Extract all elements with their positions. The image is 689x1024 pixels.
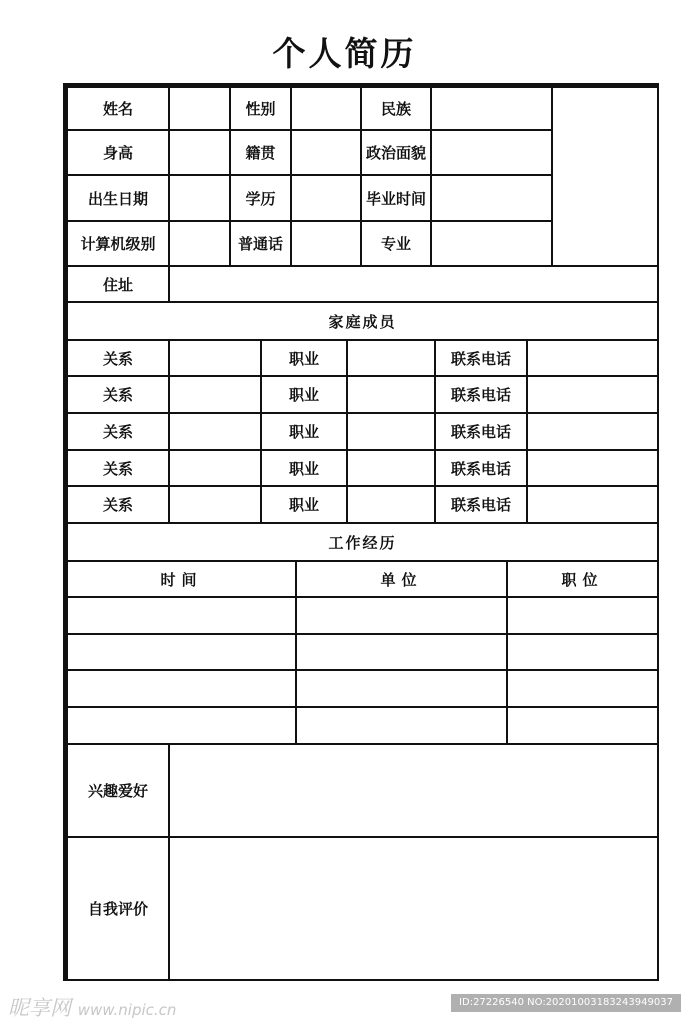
work-column-position: 职位 (506, 560, 659, 598)
family-phone-label: 联系电话 (434, 449, 528, 487)
family-relation-value[interactable] (168, 339, 262, 377)
native-place-value[interactable] (290, 129, 362, 176)
name-label: 姓名 (66, 86, 170, 131)
family-phone-value[interactable] (526, 412, 659, 451)
ethnicity-label: 民族 (360, 86, 432, 131)
work-position-cell[interactable] (506, 596, 659, 635)
birth-date-value[interactable] (168, 174, 231, 222)
watermark-brand (8, 992, 176, 1022)
family-relation-value[interactable] (168, 412, 262, 451)
work-time-cell[interactable] (66, 633, 297, 671)
watermark-brand-text: 昵享网 (8, 996, 71, 1020)
gender-label: 性别 (229, 86, 292, 131)
computer-level-label: 计算机级别 (66, 220, 170, 267)
family-phone-label: 联系电话 (434, 412, 528, 451)
work-company-cell[interactable] (295, 633, 508, 671)
family-phone-value[interactable] (526, 485, 659, 524)
work-position-cell[interactable] (506, 706, 659, 745)
family-relation-value[interactable] (168, 485, 262, 524)
work-position-cell[interactable] (506, 633, 659, 671)
political-status-label: 政治面貌 (360, 129, 432, 176)
native-place-label: 籍贯 (229, 129, 292, 176)
family-phone-label: 联系电话 (434, 339, 528, 377)
family-phone-value[interactable] (526, 375, 659, 414)
family-relation-label: 关系 (66, 485, 170, 524)
family-phone-value[interactable] (526, 449, 659, 487)
family-relation-label: 关系 (66, 449, 170, 487)
family-occupation-label: 职业 (260, 485, 348, 524)
family-phone-label: 联系电话 (434, 375, 528, 414)
graduation-time-label: 毕业时间 (360, 174, 432, 222)
family-occupation-label: 职业 (260, 375, 348, 414)
family-occupation-label: 职业 (260, 412, 348, 451)
family-occupation-label: 职业 (260, 449, 348, 487)
self-evaluation-value[interactable] (168, 836, 659, 981)
hobbies-value[interactable] (168, 743, 659, 838)
work-time-cell[interactable] (66, 669, 297, 708)
address-label: 住址 (66, 265, 170, 303)
family-occupation-value[interactable] (346, 339, 436, 377)
watermark-site: www.nipic.cn (77, 1001, 177, 1019)
work-time-cell[interactable] (66, 706, 297, 745)
family-relation-label: 关系 (66, 375, 170, 414)
major-label: 专业 (360, 220, 432, 267)
birth-date-label: 出生日期 (66, 174, 170, 222)
graduation-time-value[interactable] (430, 174, 553, 222)
education-label: 学历 (229, 174, 292, 222)
ethnicity-value[interactable] (430, 86, 553, 131)
work-column-time: 时间 (66, 560, 297, 598)
family-relation-value[interactable] (168, 375, 262, 414)
address-value[interactable] (168, 265, 659, 303)
work-company-cell[interactable] (295, 706, 508, 745)
family-phone-label: 联系电话 (434, 485, 528, 524)
political-status-value[interactable] (430, 129, 553, 176)
photo-box[interactable] (551, 86, 659, 267)
work-time-cell[interactable] (66, 596, 297, 635)
education-value[interactable] (290, 174, 362, 222)
work-heading: 工作经历 (66, 522, 659, 562)
family-phone-value[interactable] (526, 339, 659, 377)
watermark-id: ID:27226540 NO:20201003183243949037 (451, 994, 681, 1012)
computer-level-value[interactable] (168, 220, 231, 267)
family-relation-label: 关系 (66, 339, 170, 377)
work-column-company: 单位 (295, 560, 508, 598)
height-label: 身高 (66, 129, 170, 176)
mandarin-value[interactable] (290, 220, 362, 267)
family-heading: 家庭成员 (66, 301, 659, 341)
family-occupation-value[interactable] (346, 412, 436, 451)
family-occupation-value[interactable] (346, 485, 436, 524)
work-position-cell[interactable] (506, 669, 659, 708)
family-relation-label: 关系 (66, 412, 170, 451)
major-value[interactable] (430, 220, 553, 267)
height-value[interactable] (168, 129, 231, 176)
page-title: 个人简历 (272, 34, 417, 73)
self-evaluation-label: 自我评价 (66, 836, 170, 981)
name-value[interactable] (168, 86, 231, 131)
family-occupation-value[interactable] (346, 449, 436, 487)
family-relation-value[interactable] (168, 449, 262, 487)
family-occupation-label: 职业 (260, 339, 348, 377)
gender-value[interactable] (290, 86, 362, 131)
family-occupation-value[interactable] (346, 375, 436, 414)
mandarin-label: 普通话 (229, 220, 292, 267)
hobbies-label: 兴趣爱好 (66, 743, 170, 838)
work-company-cell[interactable] (295, 596, 508, 635)
work-company-cell[interactable] (295, 669, 508, 708)
